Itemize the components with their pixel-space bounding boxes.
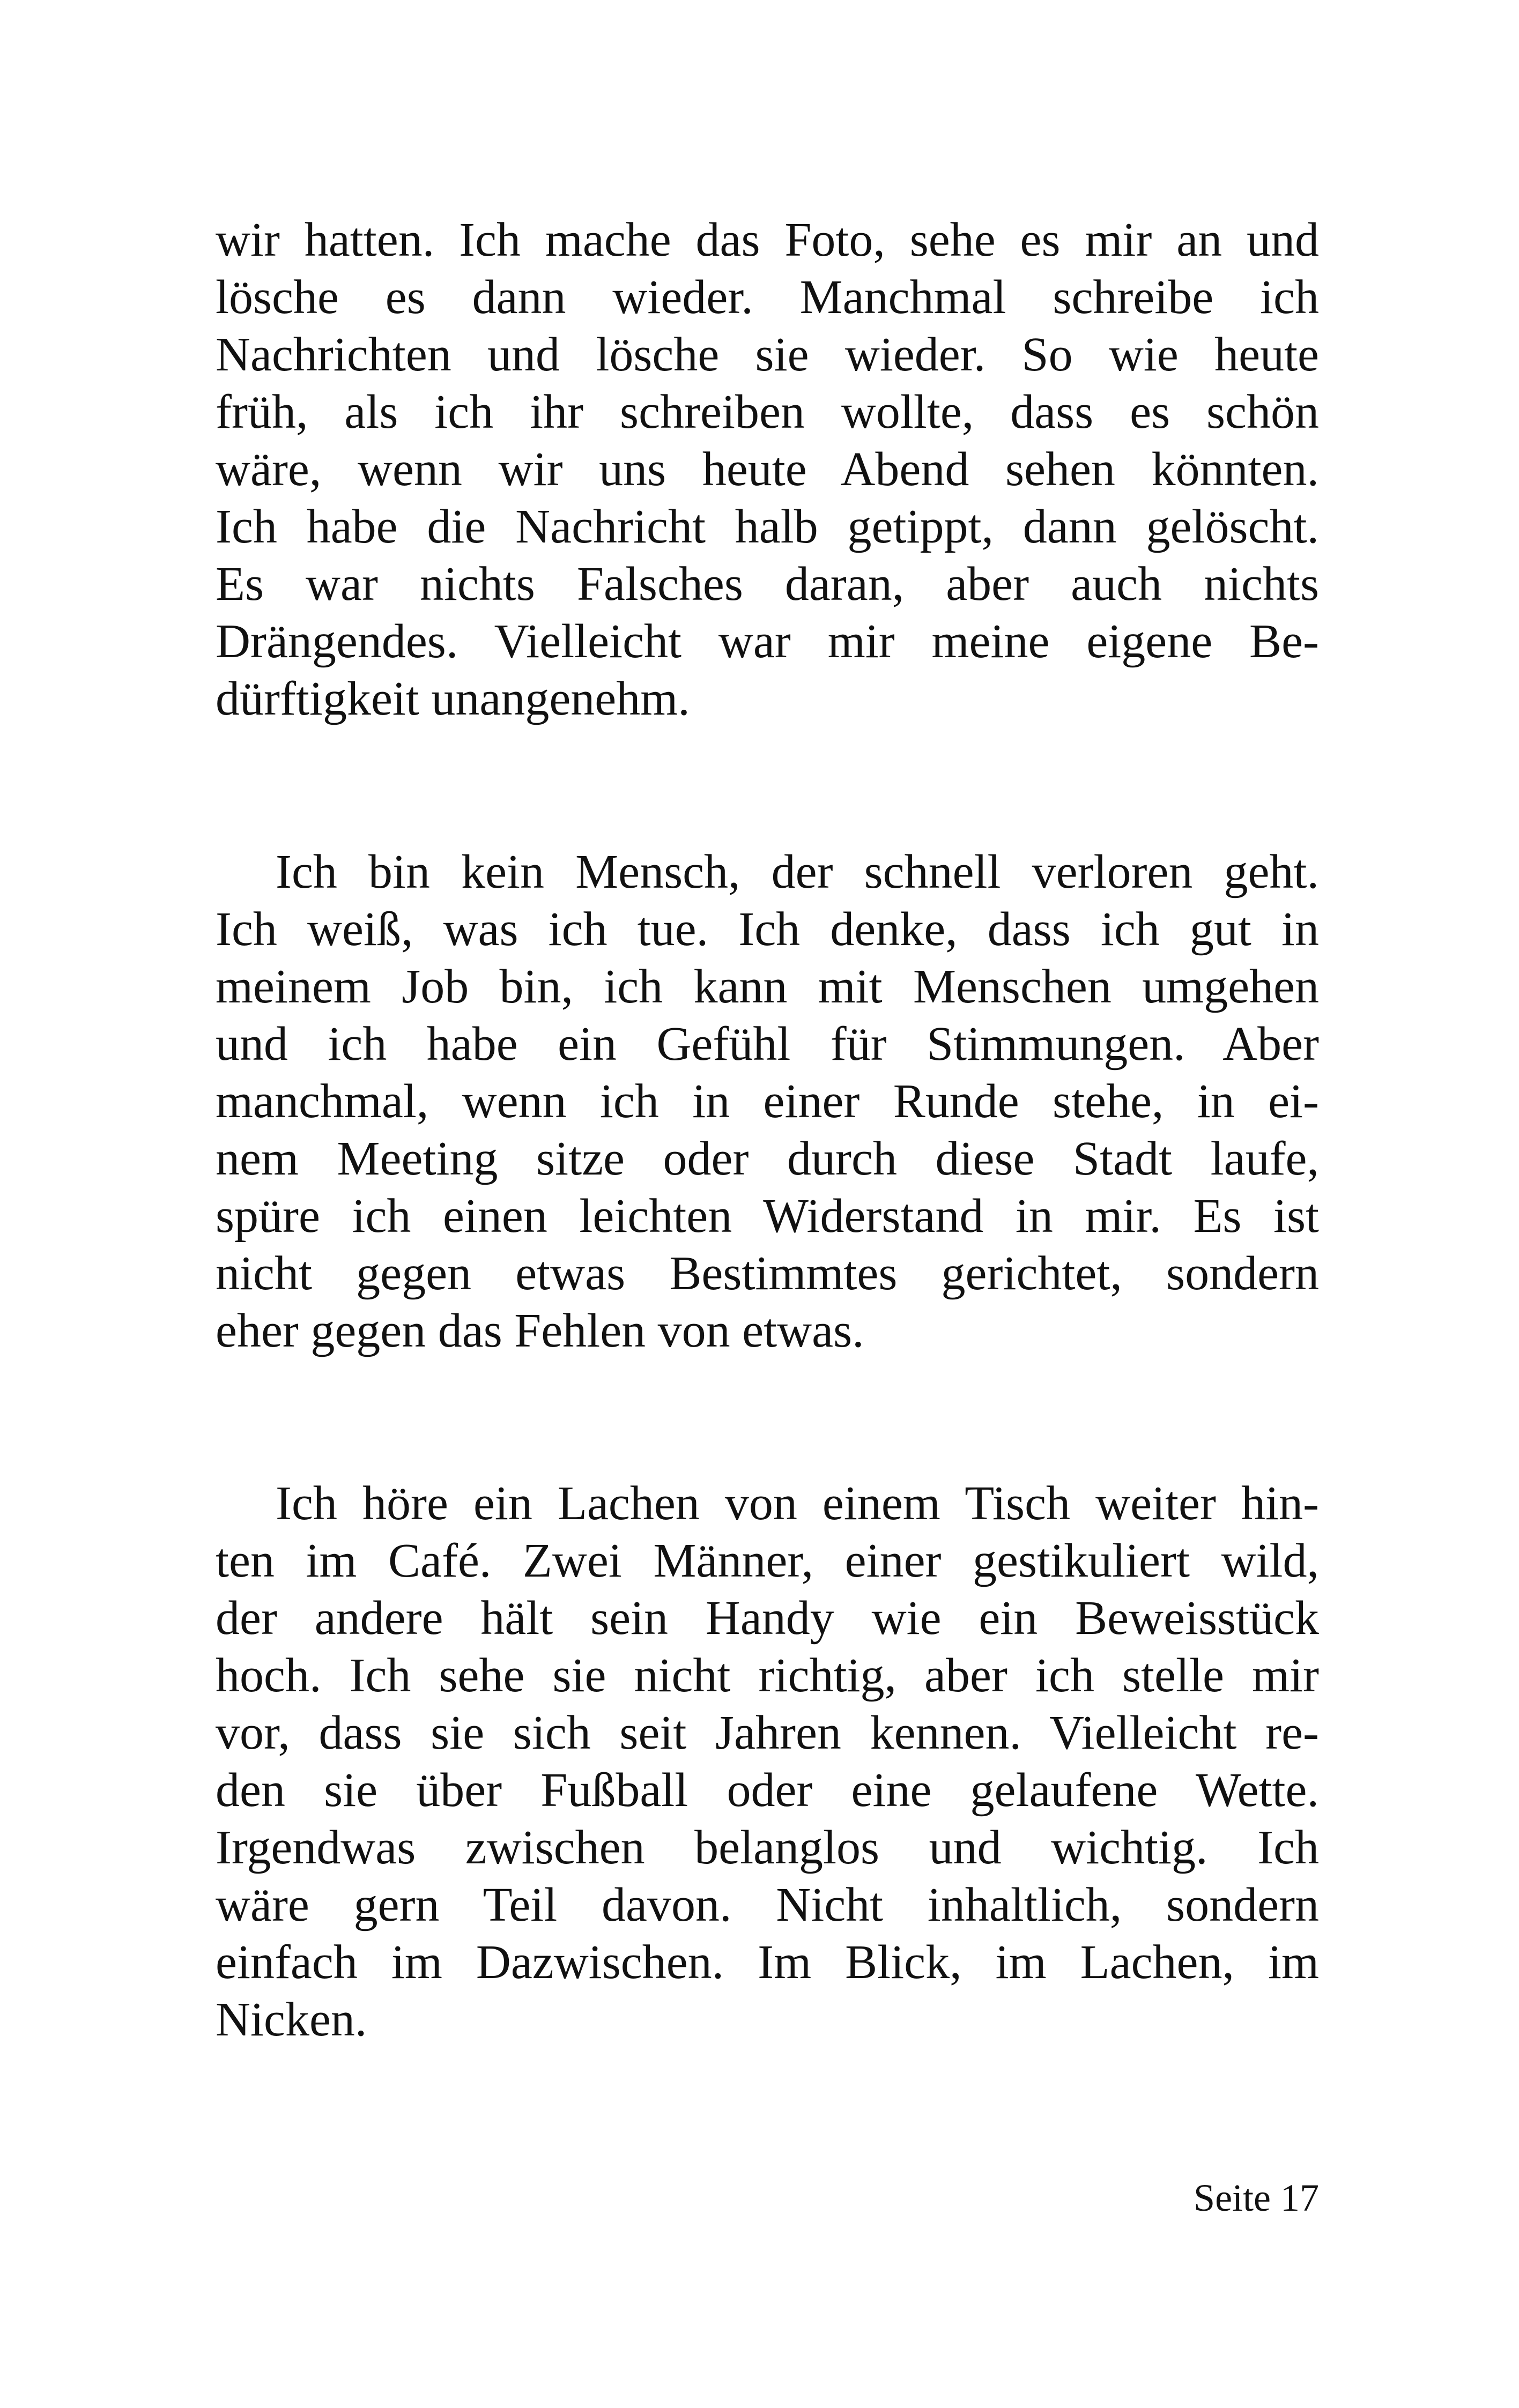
text-line: meinem Job bin, ich kann mit Menschen umgehen — [216, 960, 1319, 1013]
text-line: Ich weiß, was ich tue. Ich denke, dass ich gut in — [216, 903, 1319, 956]
text-line: einfach im Dazwischen. Im Blick, im Lachen, im — [216, 1936, 1319, 1989]
text-line: nicht gegen etwas Bestimmtes gerichtet, sondern — [216, 1247, 1319, 1300]
text-line: eher gegen das Fehlen von etwas. — [216, 1304, 864, 1357]
paragraph-2 — [216, 843, 1319, 1359]
text-line: lösche es dann wieder. Manchmal schreibe ich — [216, 271, 1319, 324]
text-line: Ich bin kein Mensch, der schnell verloren geht. — [276, 845, 1319, 898]
text-line: spüre ich einen leichten Widerstand in mir. Es ist — [216, 1190, 1319, 1243]
text-line: manchmal, wenn ich in einer Runde stehe, in ei- — [216, 1075, 1319, 1128]
text-line: ten im Café. Zwei Männer, einer gestikuliert wild, — [216, 1534, 1319, 1587]
text-line: und ich habe ein Gefühl für Stimmungen. Aber — [216, 1017, 1319, 1071]
text-line: wir hatten. Ich mache das Foto, sehe es mir an und — [216, 213, 1319, 266]
paragraph-1 — [216, 211, 1319, 727]
text-line: Es war nichts Falsches daran, aber auch nichts — [216, 558, 1319, 611]
text-line: früh, als ich ihr schreiben wollte, dass es schön — [216, 385, 1319, 439]
text-line: Nachrichten und lösche sie wieder. So wie heute — [216, 328, 1319, 381]
text-line: Ich höre ein Lachen von einem Tisch weiter hin- — [276, 1477, 1319, 1530]
text-line: wäre gern Teil davon. Nicht inhaltlich, sondern — [216, 1878, 1319, 1931]
text-line: der andere hält sein Handy wie ein Beweisstück — [216, 1592, 1319, 1645]
text-line: wäre, wenn wir uns heute Abend sehen könnten. — [216, 443, 1319, 496]
text-line: Ich habe die Nachricht halb getippt, dann gelöscht. — [216, 500, 1319, 553]
text-line: dürftigkeit unangenehm. — [216, 672, 690, 725]
text-line: Drängendes. Vielleicht war mir meine eigene Be- — [216, 615, 1319, 668]
page-number: Seite 17 — [1194, 2176, 1319, 2219]
text-line: nem Meeting sitze oder durch diese Stadt laufe, — [216, 1132, 1319, 1185]
text-line: hoch. Ich sehe sie nicht richtig, aber ich stelle mir — [216, 1649, 1319, 1702]
text-line: vor, dass sie sich seit Jahren kennen. Vielleicht re- — [216, 1706, 1319, 1759]
text-line: den sie über Fußball oder eine gelaufene Wette. — [216, 1764, 1319, 1817]
text-line: Irgendwas zwischen belanglos und wichtig. Ich — [216, 1821, 1319, 1874]
paragraph-3 — [216, 1475, 1319, 2048]
text-line: Nicken. — [216, 1993, 367, 2046]
